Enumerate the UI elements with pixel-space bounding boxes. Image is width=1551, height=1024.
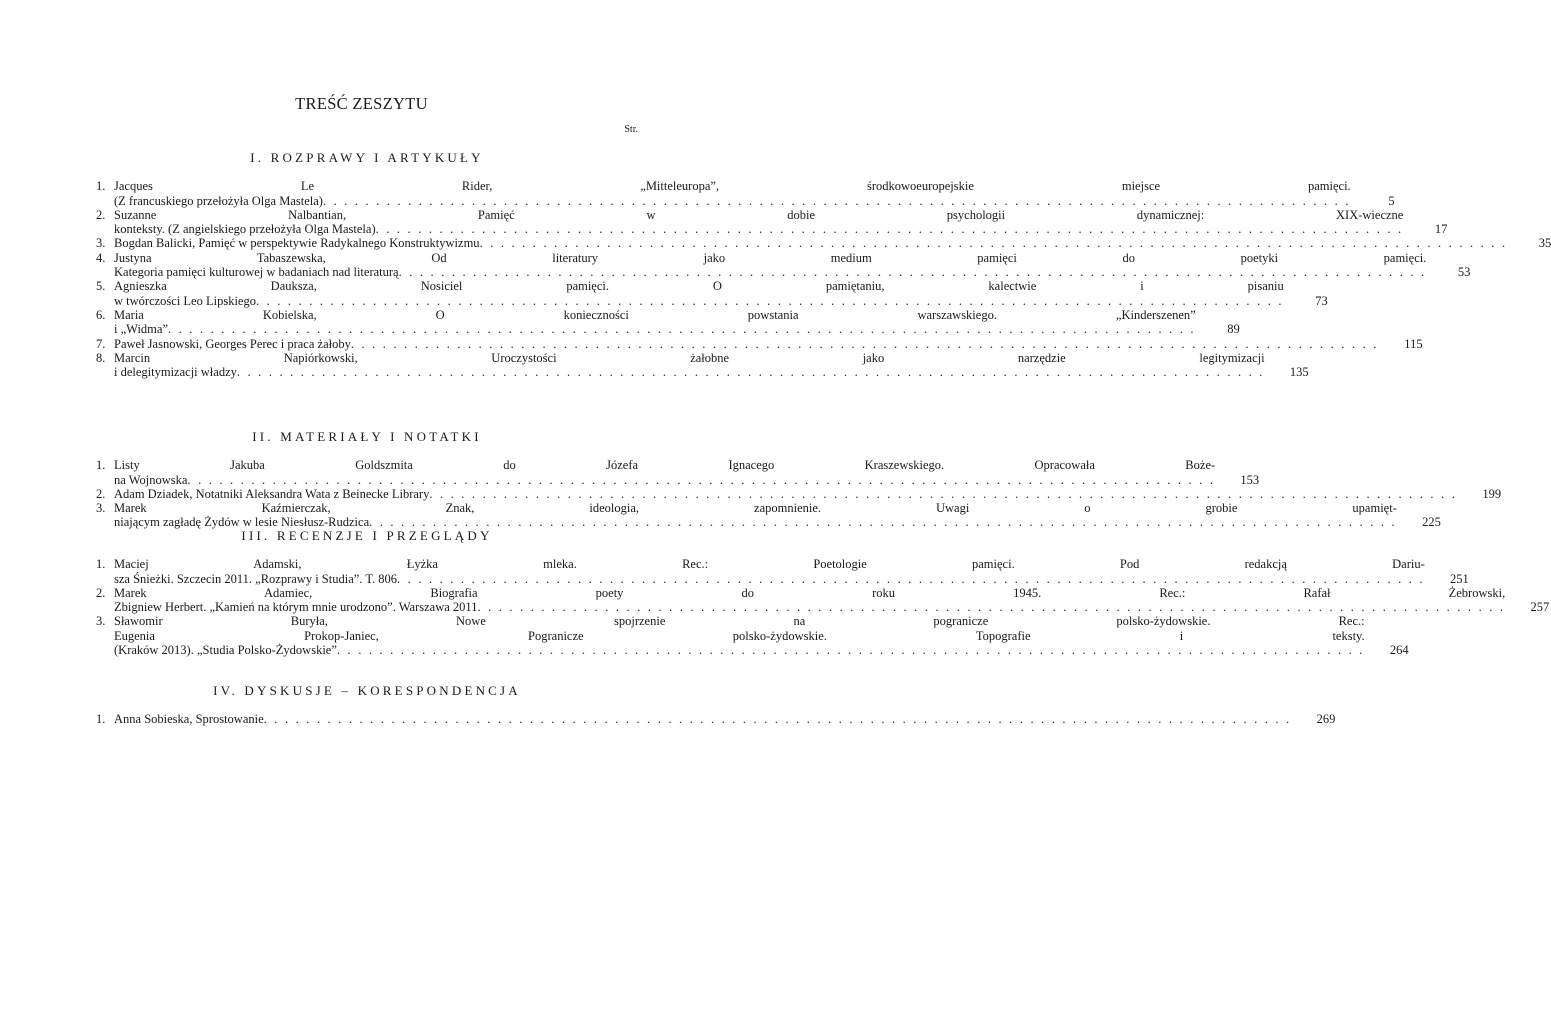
page-number: 89 (1227, 322, 1240, 337)
toc-entry (96, 179, 1395, 208)
entry-text-line: i delegitymizacji władzy (114, 365, 237, 380)
entry-number: 1. (96, 458, 106, 473)
entry-number: 3. (96, 501, 106, 516)
page-column-label: Str. (624, 124, 638, 135)
dot-leader (480, 236, 1508, 250)
page-number: 35 (1538, 236, 1551, 251)
entry-text-line: Marek Kaźmierczak, Znak, ideologia, zapomnienie. Uwagi o grobie upamięt- (114, 501, 1397, 516)
entry-number: 3. (96, 236, 106, 251)
section-heading: IV. DYSKUSJE – KORESPONDENCJA (213, 683, 521, 698)
entry-number: 8. (96, 350, 106, 365)
page-number: 251 (1450, 571, 1469, 586)
entry-text-line: Agnieszka Dauksza, Nosiciel pamięci. O pamiętaniu, kalectwie i pisaniu (114, 279, 1284, 294)
dot-leader (237, 365, 1265, 379)
dot-leader (397, 572, 1425, 586)
entry-number: 2. (96, 207, 106, 222)
entry-text-line: Jacques Le Rider, „Mitteleuropa”, środkowoeuropejskie miejsce pamięci. (114, 179, 1351, 194)
entry-text-line: Marek Adamiec, Biografia poety do roku 1945. Rec.: Rafał Żebrowski, (114, 585, 1506, 600)
entry-text-line: Zbigniew Herbert. „Kamień na którym mnie urodzono”. Warszawa 2011 (114, 600, 478, 615)
toc-entry (96, 250, 1471, 280)
section-heading: II. MATERIAŁY I NOTATKI (252, 429, 482, 444)
entry-number: 5. (96, 279, 106, 294)
entry-text-line: Sławomir Buryła, Nowe spojrzenie na pogranicze polsko-żydowskie. Rec.: (114, 614, 1365, 629)
toc-section (96, 683, 1336, 727)
page-number: 135 (1289, 365, 1309, 380)
page-number: 53 (1457, 265, 1471, 280)
entry-number: 7. (96, 336, 106, 351)
toc-entry (96, 336, 1423, 351)
page-number: 264 (1389, 643, 1409, 658)
toc-entry (96, 557, 1469, 586)
toc-entry (96, 236, 1551, 251)
entry-text-line: Bogdan Balicki, Pamięć w perspektywie Radykalnego Konstruktywizmu (114, 236, 480, 251)
dot-leader (264, 712, 1292, 726)
entry-text-line: Maciej Adamski, Łyżka mleka. Rec.: Poetologie pamięci. Pod redakcją Dariu- (114, 557, 1425, 572)
page-number: 199 (1482, 486, 1502, 501)
entry-text-line: Adam Dziadek, Notatniki Aleksandra Wata z Beinecke Library (114, 486, 430, 501)
dot-leader (376, 222, 1404, 236)
entry-number: 1. (96, 557, 106, 572)
entry-number: 2. (96, 486, 106, 501)
toc-entry (96, 486, 1502, 501)
dot-leader (187, 473, 1215, 487)
page-number: 225 (1422, 515, 1441, 530)
page-number: 257 (1530, 600, 1550, 615)
entry-text-line: Listy Jakuba Goldszmita do Józefa Ignacego Kraszewskiego. Opracowała Boże- (114, 458, 1216, 473)
entry-text-line: Maria Kobielska, O konieczności powstania warszawskiego. „Kinderszenen” (114, 307, 1196, 322)
section-heading: III. RECENZJE I PRZEGLĄDY (241, 528, 493, 543)
entry-number: 4. (96, 250, 106, 265)
toc-entry (96, 614, 1409, 658)
page-number: 17 (1434, 222, 1448, 237)
page-number: 73 (1315, 293, 1328, 308)
entry-text-line: i „Widma” (114, 322, 168, 337)
toc-entry (96, 458, 1260, 487)
entry-text-line: Marcin Napiórkowski, Uroczystości żałobne jako narzędzie legitymizacji (114, 350, 1265, 365)
toc-section (96, 150, 1551, 380)
page-title: TREŚĆ ZESZYTU (295, 94, 428, 113)
page-number: 269 (1316, 712, 1336, 727)
dot-leader (399, 265, 1427, 279)
entry-text-line: sza Śnieżki. Szczecin 2011. „Rozprawy i Studia”. T. 806 (114, 571, 398, 586)
toc-entry (96, 279, 1328, 308)
toc-entry (96, 207, 1448, 237)
page-number: 5 (1388, 193, 1395, 208)
toc-entry (96, 307, 1240, 337)
entry-text-line: (Z francuskiego przełożyła Olga Mastela) (114, 193, 323, 208)
entry-text-line: Anna Sobieska, Sprostowanie (114, 712, 264, 727)
entry-number: 6. (96, 307, 106, 322)
dot-leader (323, 194, 1351, 208)
dot-leader (477, 600, 1505, 614)
entry-text-line: konteksty. (Z angielskiego przełożyła Olga Mastela) (114, 222, 376, 237)
dot-leader (168, 322, 1196, 336)
entry-text-line: Paweł Jasnowski, Georges Perec i praca żałoby (114, 336, 351, 351)
toc-entry (96, 585, 1550, 615)
section-heading: I. ROZPRAWY I ARTYKUŁY (250, 150, 484, 165)
entry-text-line: Justyna Tabaszewska, Od literatury jako medium pamięci do poetyki pamięci. (114, 250, 1427, 265)
entry-text-line: w twórczości Leo Lipskiego (114, 293, 256, 308)
entry-text-line: Eugenia Prokop-Janiec, Pogranicze polsko-żydowskie. Topografie i teksty. (114, 628, 1365, 643)
toc-section (96, 528, 1550, 658)
entry-number: 1. (96, 712, 106, 727)
page-number: 153 (1240, 472, 1260, 487)
dot-leader (256, 294, 1284, 308)
entry-text-line: Kategoria pamięci kulturowej w badaniach nad literaturą (114, 265, 399, 280)
entry-number: 3. (96, 614, 106, 629)
entry-text-line: Suzanne Nalbantian, Pamięć w dobie psychologii dynamicznej: XIX-wieczne (114, 207, 1404, 222)
toc-entry (96, 350, 1309, 380)
entry-text-line: na Wojnowska (114, 472, 188, 487)
dot-leader (369, 515, 1397, 529)
entry-number: 1. (96, 179, 106, 194)
dot-leader (337, 643, 1365, 657)
toc-section (96, 429, 1502, 530)
toc-entry (96, 712, 1336, 727)
entry-text-line: (Kraków 2013). „Studia Polsko-Żydowskie” (114, 643, 337, 658)
dot-leader (351, 337, 1379, 351)
entry-number: 2. (96, 585, 106, 600)
toc-entry (96, 501, 1441, 530)
page-number: 115 (1404, 336, 1423, 351)
dot-leader (429, 487, 1457, 501)
entry-text-line: niającym zagładę Żydów w lesie Niesłusz-Rudzica (114, 515, 370, 530)
